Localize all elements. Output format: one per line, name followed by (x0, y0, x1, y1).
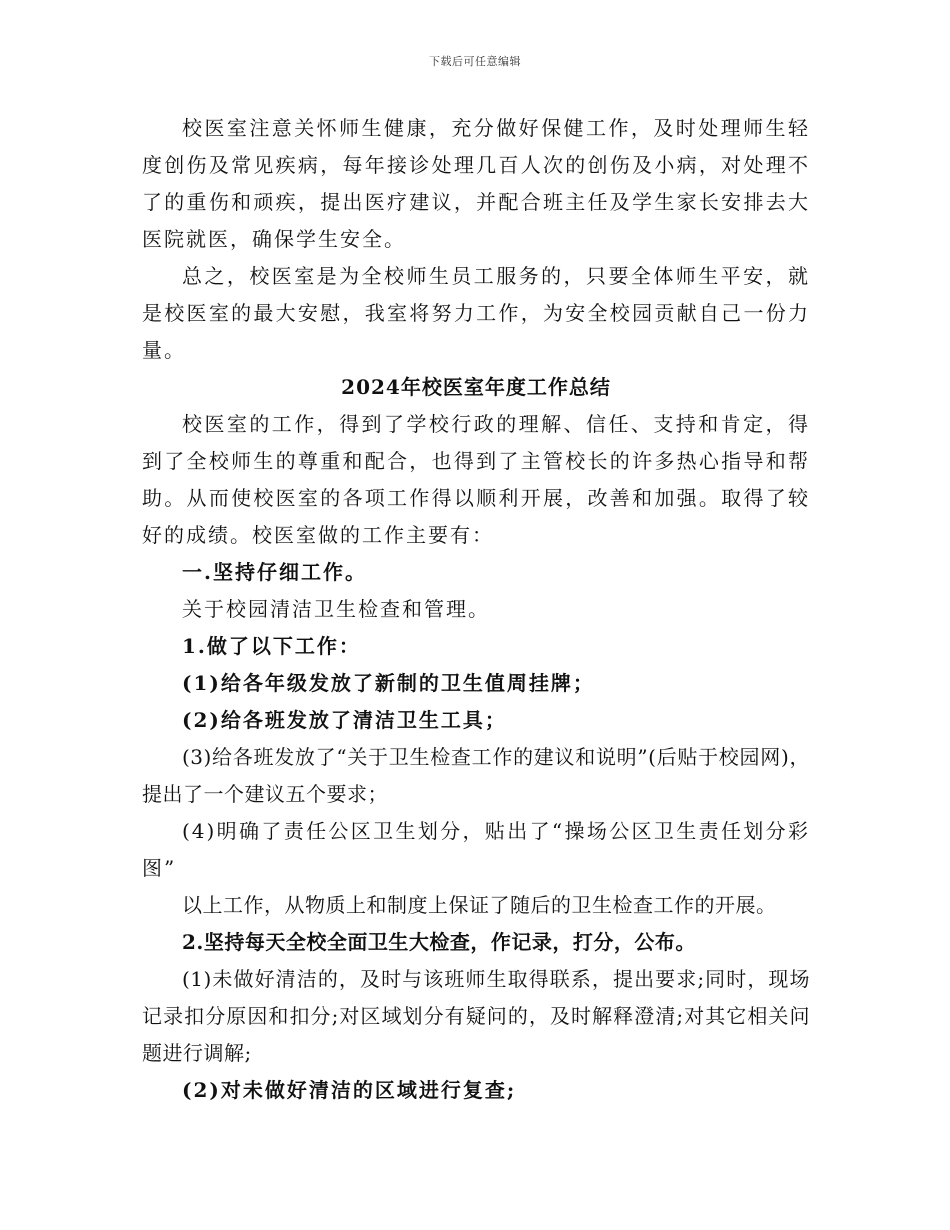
page-header: 下载后可任意编辑 (429, 55, 521, 68)
paragraph-health-care: 校医室注意关怀师生健康，充分做好保健工作，及时处理师生轻度创伤及常见疾病，每年接诊处理几百人次的创伤及小病，对处理不了的重伤和顽疾，提出医疗建议，并配合班主任及学生家长安排去大医院就医，确保学生安全。 (142, 116, 810, 251)
inspection-item-1: (1)未做好清洁的，及时与该班师生取得联系，提出要求;同时，现场记录扣分原因和扣分;对区域划分有疑问的，及时解释澄清;对其它相关问题进行调解; (142, 967, 810, 1065)
list-item-2: (2)给各班发放了清洁卫生工具； (182, 708, 507, 732)
paragraph-intro: 校医室的工作，得到了学校行政的理解、信任、支持和肯定，得到了全校师生的尊重和配合，也得到了主管校长的许多热心指导和帮助。从而使校医室的各项工作得以顺利开展，改善和加强。取得了较好的成绩。校医室做的工作主要有： (142, 412, 810, 547)
section-heading-1: 一.坚持仔细工作。 (182, 560, 367, 584)
document-title: 2024年校医室年度工作总结 (341, 375, 611, 399)
paragraph-conclusion: 总之，校医室是为全校师生员工服务的，只要全体师生平安，就是校医室的最大安慰，我室将努力工作，为安全校园贡献自己一份力量。 (142, 264, 810, 362)
document-body (142, 110, 810, 1109)
list-item-3: (3)给各班发放了“关于卫生检查工作的建议和说明”(后贴于校园网)，提出了一个建议五个要求； (142, 745, 810, 806)
paragraph-cleaning-management: 关于校园清洁卫生检查和管理。 (182, 597, 490, 621)
inspection-item-2: (2)对未做好清洁的区域进行复查; (182, 1078, 517, 1102)
paragraph-summary-work: 以上工作，从物质上和制度上保证了随后的卫生检查工作的开展。 (182, 893, 777, 917)
subheading-work-done: 1.做了以下工作： (182, 634, 361, 658)
list-item-4: (4)明确了责任公区卫生划分，贴出了“操场公区卫生责任划分彩图” (142, 819, 810, 880)
subheading-daily-inspection: 2.坚持每天全校全面卫生大检查，作记录，打分，公布。 (182, 930, 696, 954)
list-item-1: (1)给各年级发放了新制的卫生值周挂牌； (182, 671, 595, 695)
